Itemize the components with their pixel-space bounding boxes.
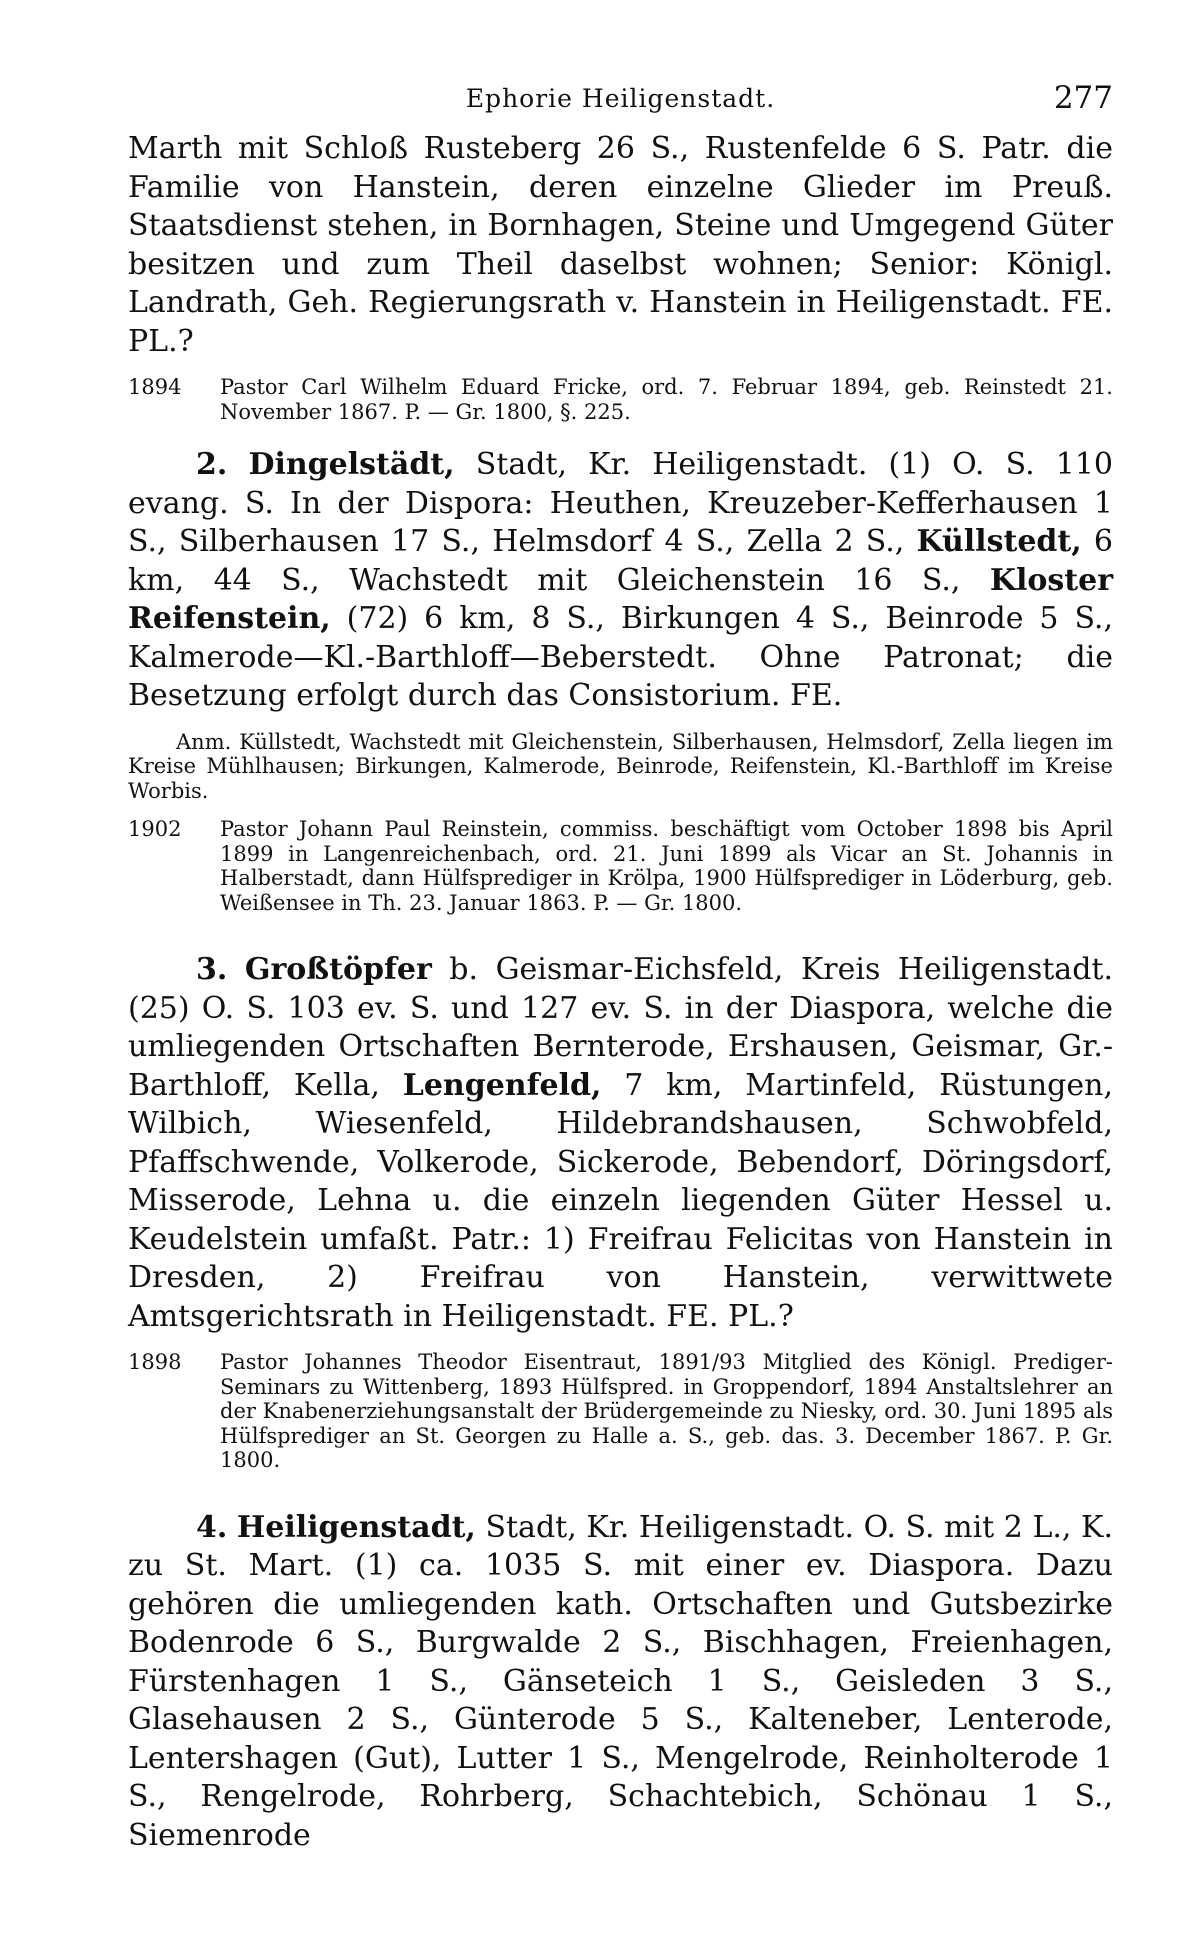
pastor-year: 1902 bbox=[128, 817, 182, 841]
page-number: 277 bbox=[1053, 80, 1113, 116]
entry-place: Großtöpfer bbox=[244, 952, 432, 987]
entry-text: 7 km, Martinfeld, Rüstungen, Wilbich, Wiesenfeld, Hildebrandshausen, Schwobfeld, Pfaffschwende, Volkerode, Sickerode, Bebendorf, Döringsdorf, Misserode, Lehna u. die einzeln liegenden Güter Hessel u. Keudelstein umfaßt. Patr.: 1) Freifrau Felicitas von Hanstein in Dresden, 2) Freifrau von Hanstein, verwittwete Amtsgerichtsrath in Heiligenstadt. FE. PL.? bbox=[128, 1067, 1113, 1334]
annotation-note: Anm. Küllstedt, Wachstedt mit Gleichenstein, Silberhausen, Helmsdorf, Zella liegen im Kreise Mühlhausen; Birkungen, Kalmerode, Beinrode, Reifenstein, Kl.-Barthloff im Kreise Worbis. bbox=[128, 729, 1113, 803]
running-head: Ephorie Heiligenstadt. bbox=[465, 84, 776, 113]
pastor-year: 1898 bbox=[128, 1350, 182, 1374]
pastor-text: Pastor Carl Wilhelm Eduard Fricke, ord. 7. Februar 1894, geb. Reinstedt 21. November 1867. P. — Gr. 1800, §. 225. bbox=[220, 375, 1113, 424]
entry-place: Dingelstädt, bbox=[248, 447, 455, 482]
entry-text: Stadt, Kr. Heiligenstadt. (1) O. S. 110 evang. S. In der Dispora: Heuthen, Kreuzeber-Kefferhausen 1 S., Silberhausen 17 S., Helmsdorf 4 S., Zella 2 S., bbox=[128, 447, 1113, 559]
entry-dingelstaedt bbox=[128, 446, 1113, 716]
pastor-text: Pastor Johann Paul Reinstein, commiss. beschäftigt vom October 1898 bis April 1899 in Langenreichenbach, ord. 21. Juni 1899 als Vicar an St. Johannis in Halberstadt, dann Hülfsprediger in Krölpa, 1900 Hülfsprediger in Löderburg, geb. Weißensee in Th. 23. Januar 1863. P. — Gr. 1800. bbox=[220, 817, 1113, 915]
paragraph-continued: Marth mit Schloß Rusteberg 26 S., Rustenfelde 6 S. Patr. die Familie von Hanstein, deren einzelne Glieder im Preuß. Staatsdienst stehen, in Bornhagen, Steine und Umgegend Güter besitzen und zum Theil daselbst wohnen; Senior: Königl. Landrath, Geh. Regierungsrath v. Hanstein in Heiligenstadt. FE. PL.? bbox=[128, 131, 1113, 359]
page-header bbox=[128, 70, 1113, 130]
place-bold: Lengenfeld, bbox=[402, 1067, 602, 1103]
page-content bbox=[128, 70, 1113, 1855]
entry-number: 4. bbox=[196, 1509, 228, 1545]
place-bold: Küllstedt, bbox=[916, 524, 1082, 559]
entry-heiligenstadt bbox=[128, 1509, 1113, 1856]
entry-number: 2. bbox=[196, 447, 228, 482]
entry-grosstoepfer bbox=[128, 951, 1113, 1336]
pastor-year: 1894 bbox=[128, 375, 182, 399]
pastor-entry bbox=[128, 817, 1113, 915]
pastor-entry bbox=[128, 1350, 1113, 1473]
place-bold: Kloster Reifenstein, bbox=[128, 562, 1113, 636]
entry-number: 3. bbox=[196, 952, 228, 987]
entry-text: (72) 6 km, 8 S., Birkungen 4 S., Beinrode 5 S., Kalmerode—Kl.-Barthloff—Beberstedt. Ohne Patronat; die Besetzung erfolgt durch das Consistorium. FE. bbox=[128, 601, 1113, 713]
entry-text: Stadt, Kr. Heiligenstadt. O. S. mit 2 L., K. zu St. Mart. (1) ca. 1035 S. mit einer ev. Diaspora. Dazu gehören die umliegenden kath. Ortschaften und Gutsbezirke Bodenrode 6 S., Burgwalde 2 S., Bischhagen, Freienhagen, Fürstenhagen 1 S., Gänseteich 1 S., Geisleden 3 S., Glasehausen 2 S., Günterode 5 S., Kalteneber, Lenterode, Lentershagen (Gut), Lutter 1 S., Mengelrode, Reinholterode 1 S., Rengelrode, Rohrberg, Schachtebich, Schönau 1 S., Siemenrode bbox=[128, 1509, 1113, 1853]
entry-text: 6 km, 44 S., Wachstedt mit Gleichenstein 16 S., bbox=[128, 524, 1113, 598]
pastor-text: Pastor Johannes Theodor Eisentraut, 1891/93 Mitglied des Königl. Prediger-Seminars zu Wittenberg, 1893 Hülfspred. in Groppendorf, 1894 Anstaltslehrer an der Knabenerziehungsanstalt der Brüdergemeinde zu Niesky, ord. 30. Juni 1895 als Hülfsprediger an St. Georgen zu Halle a. S., geb. das. 3. December 1867. P. Gr. 1800. bbox=[220, 1350, 1113, 1472]
entry-place: Heiligenstadt, bbox=[236, 1509, 476, 1545]
pastor-entry bbox=[128, 375, 1113, 424]
entry-text: b. Geismar-Eichsfeld, Kreis Heiligenstadt. (25) O. S. 103 ev. S. und 127 ev. S. in der Diaspora, welche die umliegenden Ortschaften Bernterode, Ershausen, Geismar, Gr.-Barthloff, Kella, bbox=[128, 952, 1113, 1103]
